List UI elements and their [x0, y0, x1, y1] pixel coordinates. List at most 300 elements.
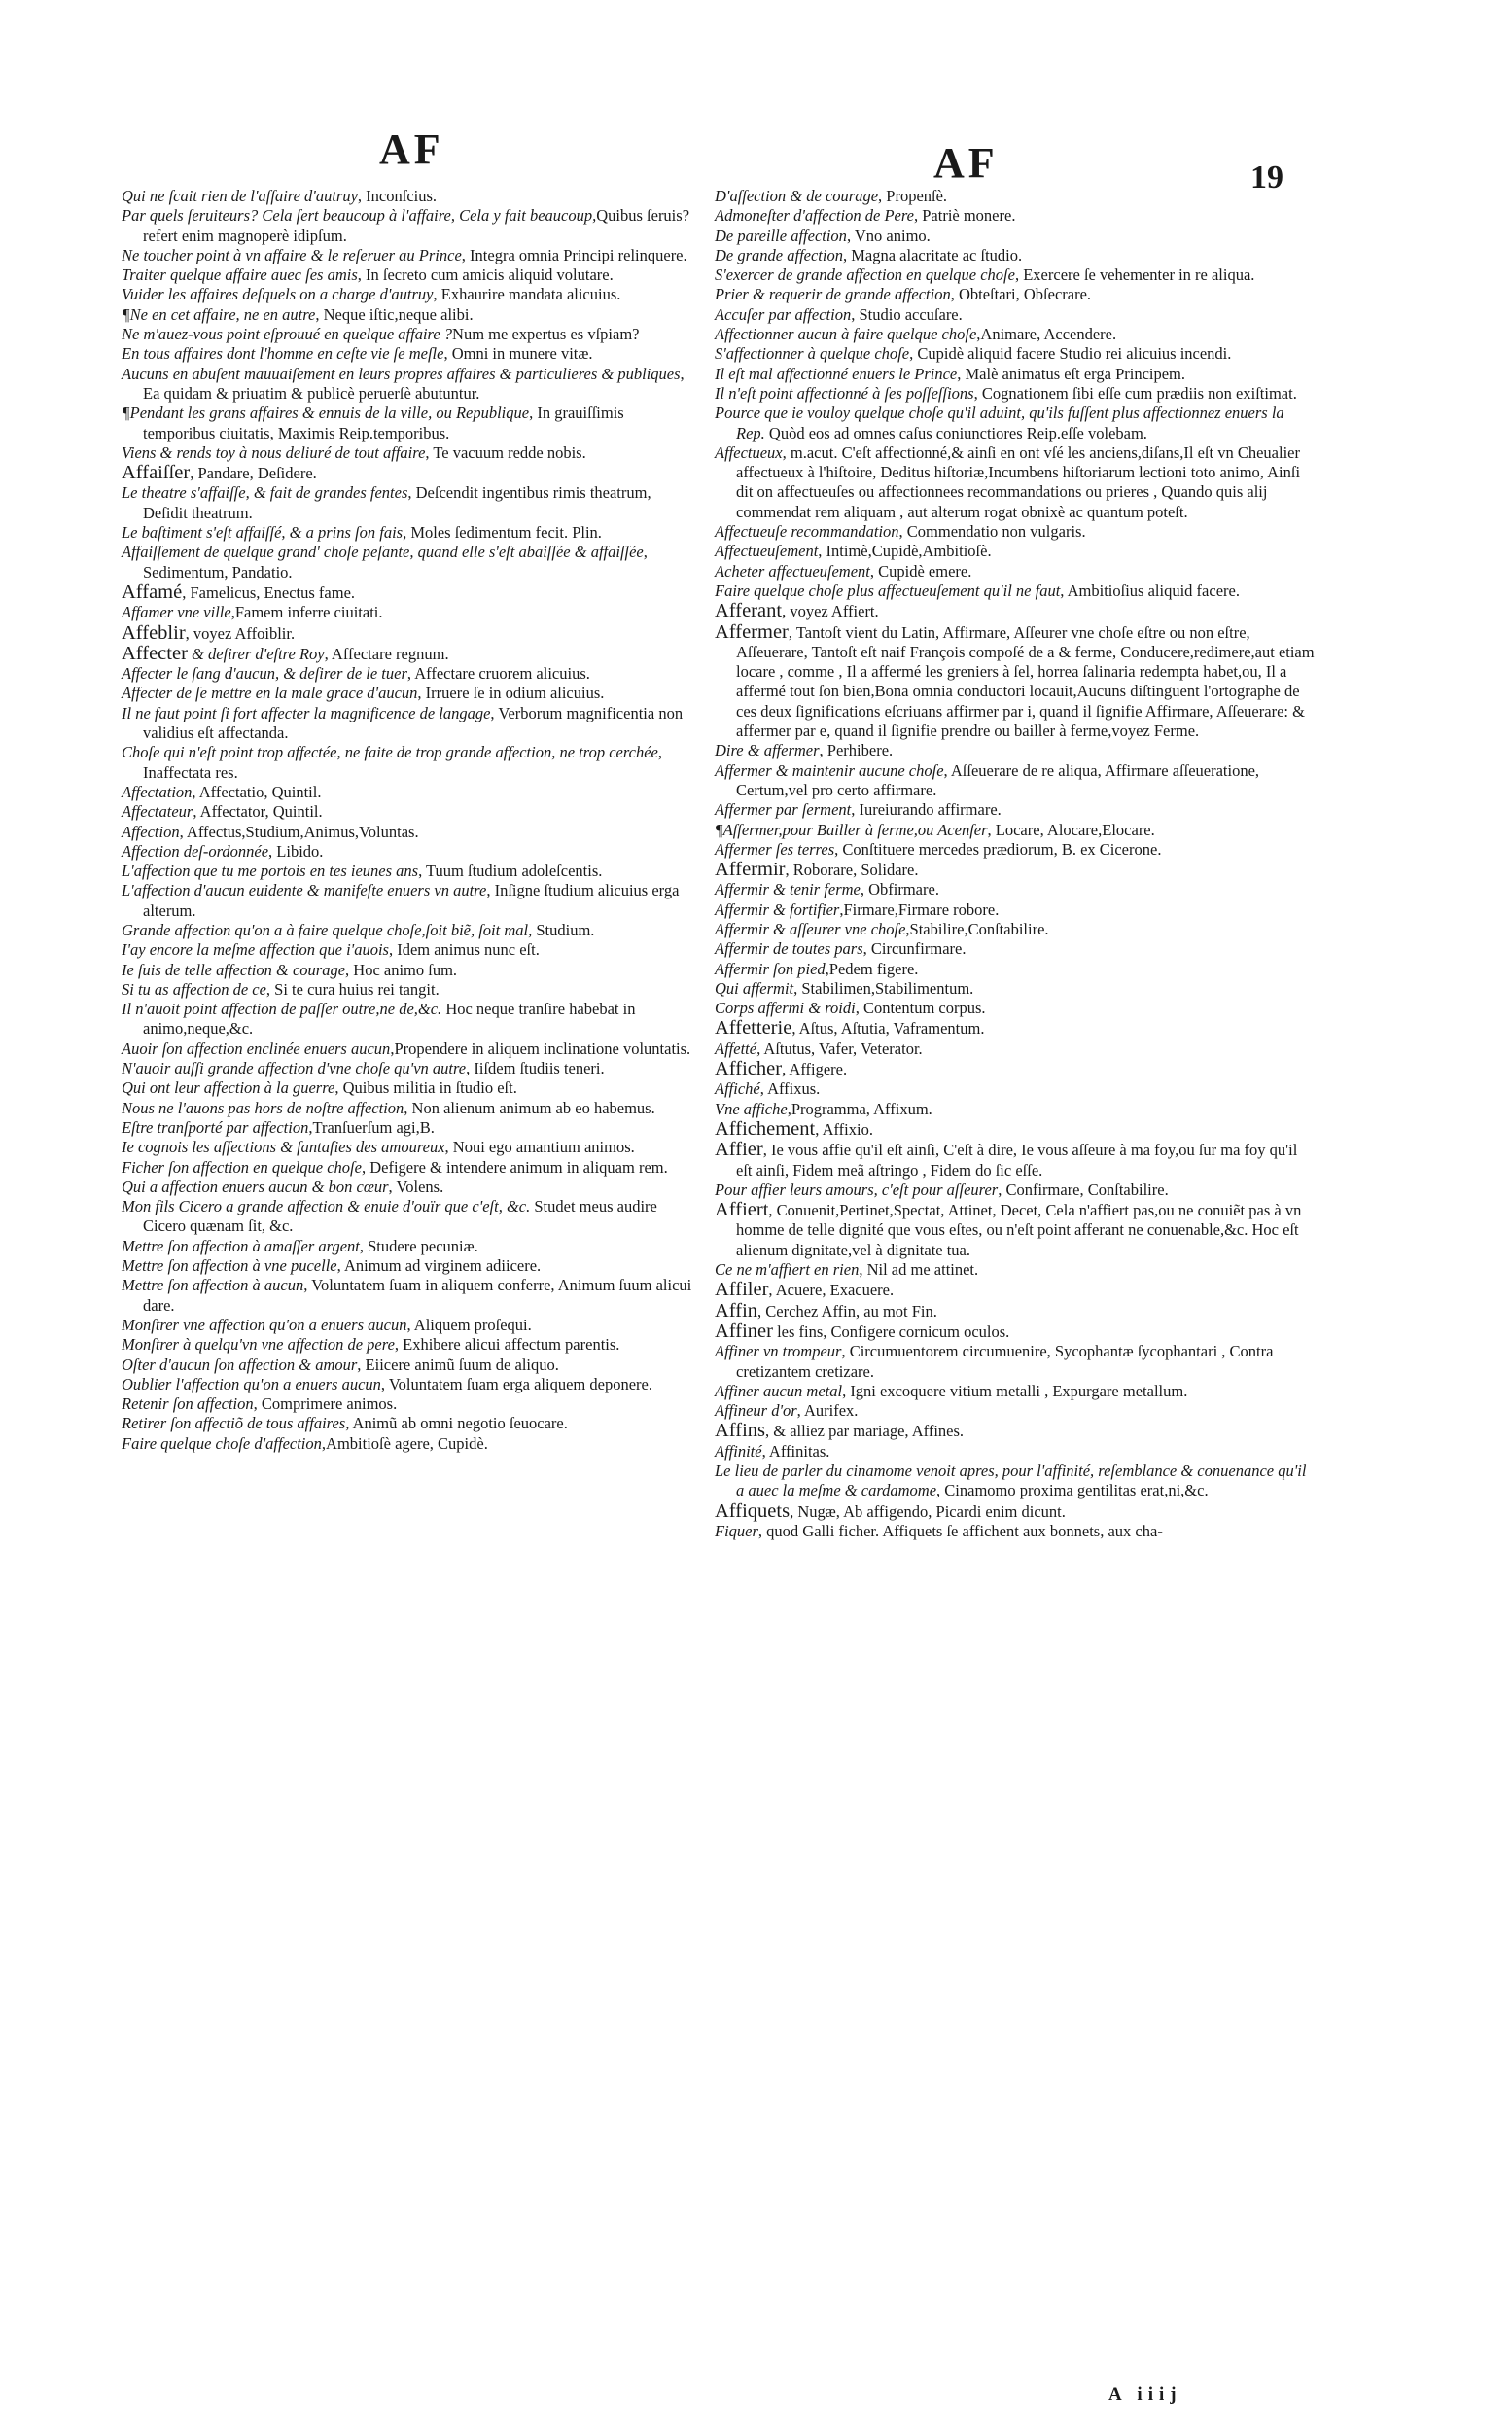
entry-french-phrase: Traiter quelque affaire auec ſes amis	[122, 265, 358, 285]
dictionary-entry	[715, 1059, 1316, 1079]
entry-latin-translation: , Libido.	[268, 841, 324, 861]
entry-french-phrase: Grande affection qu'on a à faire quelque choſe,ſoit biẽ, ſoit mal	[122, 920, 529, 939]
dictionary-entry	[715, 1342, 1316, 1382]
dictionary-entry	[715, 999, 1316, 1018]
dictionary-entry	[715, 187, 1316, 206]
entry-latin-translation: , Animũ ab omni negotio ſeuocare.	[345, 1414, 568, 1433]
entry-latin-translation: , Animum ad virginem adiicere.	[336, 1256, 542, 1276]
entry-french-phrase: Faire quelque choſe plus affectueuſement qu'il ne faut	[715, 581, 1061, 600]
entry-french-phrase: ¶Ne en cet affaire, ne en autre	[122, 304, 316, 324]
entry-french-phrase: S'affectionner à quelque choſe	[715, 344, 910, 364]
entry-latin-translation: , Obteſtari, Obſecrare.	[950, 285, 1092, 304]
dictionary-entry	[715, 880, 1316, 899]
dictionary-entry	[715, 384, 1316, 404]
dictionary-entry	[715, 1421, 1316, 1441]
dictionary-entry	[122, 344, 697, 364]
entry-french-phrase: L'affection que tu me portois en tes ieunes ans	[122, 862, 419, 881]
dictionary-entry	[715, 1119, 1316, 1140]
entry-french-phrase: Accuſer par affection	[715, 304, 852, 324]
entry-latin-translation: , Conſtituere mercedes prædiorum, B. ex Cicerone.	[834, 839, 1162, 859]
entry-french-phrase: Retenir ſon affection	[122, 1394, 254, 1414]
dictionary-entry	[715, 860, 1316, 880]
dictionary-entry	[122, 582, 697, 603]
entry-latin-translation: , Te vacuum redde nobis.	[425, 442, 586, 462]
entry-latin-translation: , Intimè,Cupidè,Ambitioſè.	[818, 542, 992, 561]
right-column	[715, 187, 1316, 1541]
dictionary-entry	[715, 365, 1316, 384]
entry-french-phrase: S'exercer de grande affection en quelque choſe	[715, 265, 1015, 285]
dictionary-entry	[715, 522, 1316, 542]
dictionary-entry	[122, 1276, 697, 1316]
dictionary-entry	[715, 979, 1316, 999]
entry-french-phrase: Monſtrer à quelqu'vn vne affection de pere	[122, 1335, 395, 1355]
dictionary-entry	[122, 1138, 697, 1157]
entry-french-phrase: Il n'auoit point affection de paſſer outre,ne de,&c.	[122, 1000, 442, 1019]
dictionary-entry	[715, 1462, 1316, 1501]
entry-latin-translation: , & alliez par mariage, Affines.	[765, 1422, 965, 1441]
entry-headword: Affin	[715, 1299, 758, 1321]
dictionary-entry	[122, 246, 697, 265]
entry-latin-translation: Hoc neque tranſire habebat in animo,neque,&c.	[143, 1000, 636, 1039]
dictionary-entry	[715, 265, 1316, 285]
entry-french-phrase: D'affection & de courage	[715, 187, 879, 205]
entry-headword: Affermer	[715, 620, 789, 643]
entry-french-phrase: ¶Pendant les grans affaires & ennuis de la ville, ou Republique	[122, 404, 530, 423]
dictionary-entry	[122, 1099, 697, 1118]
dictionary-entry	[715, 404, 1316, 443]
entry-french-phrase: Mon fils Cicero a grande affection & enuie d'ouïr que c'eſt, &c.	[122, 1197, 531, 1216]
entry-latin-translation: , Perhibere.	[819, 741, 894, 760]
dictionary-entry	[122, 862, 697, 881]
entry-french-phrase: Le baſtiment s'eſt affaiſſé, & a prins ſon fais	[122, 523, 404, 543]
entry-latin-translation: , Circumuentorem circumuenire, Sycophantæ ſycophantari , Contra cretizantem cretizare.	[736, 1342, 1274, 1381]
entry-latin-translation: Quibus ſeruis?refert enim magnoperè idipſum.	[143, 206, 690, 245]
right-running-header: AF	[933, 139, 999, 187]
entry-latin-translation: ,Famem inferre ciuitati.	[230, 603, 383, 622]
signature-mark: A iiij	[1108, 2384, 1182, 2405]
dictionary-entry	[122, 285, 697, 304]
entry-french-phrase: Eſtre tranſporté par affection	[122, 1117, 309, 1137]
dictionary-entry	[715, 1442, 1316, 1462]
entry-french-phrase: Affectueux	[715, 442, 783, 462]
entry-french-phrase: Nous ne l'auons pas hors de noſtre affection	[122, 1098, 404, 1117]
page-number: 19	[1250, 159, 1283, 195]
dictionary-entry	[715, 443, 1316, 522]
entry-french-phrase: Dire & affermer	[715, 741, 820, 760]
entry-french-phrase: Affermir de toutes pars	[715, 939, 863, 959]
dictionary-entry	[122, 1197, 697, 1237]
entry-latin-translation: , Integra omnia Principi relinquere.	[461, 245, 687, 264]
entry-latin-translation: , Studio accuſare.	[851, 304, 963, 324]
entry-french-phrase: I'ay encore la meſme affection que i'auois	[122, 940, 389, 960]
entry-headword: Affichement	[715, 1117, 816, 1140]
entry-french-phrase: Oublier l'affection qu'on a enuers aucun	[122, 1374, 381, 1393]
entry-headword: Affier	[715, 1139, 763, 1161]
entry-latin-translation: , Si te cura huius rei tangit.	[265, 979, 440, 999]
entry-french-phrase: Le theatre s'affaiſſe, & fait de grandes fentes	[122, 483, 408, 503]
entry-headword: Affaiſſer	[122, 462, 191, 484]
entry-latin-translation: , In ſecreto cum amicis aliquid volutare.	[357, 265, 614, 285]
entry-latin-translation: , Idem animus nunc eſt.	[388, 940, 540, 960]
entry-latin-translation: , voyez Affoiblir.	[185, 623, 296, 643]
entry-latin-translation: , Inconſcius.	[357, 187, 438, 205]
dictionary-entry	[715, 246, 1316, 265]
entry-french-phrase: Affermer par ſerment	[715, 800, 852, 820]
entry-latin-translation: , Cinamomo proxima gentilitas erat,ni,&c.	[936, 1481, 1209, 1500]
entry-latin-translation: , Affixus.	[759, 1079, 821, 1099]
entry-french-phrase: Vuider les affaires deſquels on a charge d'autruy	[122, 285, 434, 304]
entry-latin-translation: , Voluntatem ſuam erga aliquem deponere.	[380, 1374, 652, 1393]
entry-latin-translation: , Pandare, Deſidere.	[190, 464, 317, 483]
entry-french-phrase: Oſter d'aucun ſon affection & amour	[122, 1355, 358, 1374]
entry-latin-translation: , Famelicus, Enectus fame.	[182, 582, 356, 602]
entry-latin-translation: ,Pedem figere.	[825, 959, 919, 978]
entry-french-phrase: Le lieu de parler du cinamome venoit apres, pour l'affinité, reſemblance & conuenance qu'il a auec la meſme & cardamome	[715, 1462, 1307, 1500]
entry-french-phrase: & deſirer d'eſtre Roy	[187, 644, 325, 663]
entry-latin-translation: , Tantoſt vient du Latin, Affirmare, Aſſeurer vne choſe eſtre ou non eſtre, Aſſeuerare, Tantoſt eſt naif François compoſé de a & ferme, Conducere,redimere,aut etiam locare , comme , Il a affermé les greniers à ſel, horrea ſalinaria redempta habet,ou, Il a affermé tout ſon bien,Bona omnia conductori locauit,Aucuns diſtinguent l'ortographe de ces deux ſignifications eſcriuans affirmer par i, quand il ſignifie Affirmare, Aſſeuerare: & affermer par e, quand il ſignifie prendre ou bailler à ferme,voyez Ferme.	[736, 622, 1315, 741]
entry-latin-translation: , Circunfirmare.	[862, 939, 967, 959]
dictionary-entry	[715, 1079, 1316, 1099]
dictionary-entry	[122, 305, 697, 325]
entry-latin-translation: , Ie vous affie qu'il eſt ainſi, C'eſt à dire, Ie vous aſſeure à ma foy,ou ſur ma foy qu'il eſt ainſi, Fidem meã aſtringo , Fidem do ſic eſſe.	[736, 1141, 1298, 1180]
dictionary-entry	[122, 1118, 697, 1138]
dictionary-entry	[715, 1501, 1316, 1522]
entry-french-phrase: De pareille affection	[715, 226, 847, 245]
dictionary-entry	[122, 1158, 697, 1178]
entry-latin-translation: , Ambitioſius aliquid facere.	[1060, 581, 1240, 600]
entry-french-phrase: Affectateur	[122, 802, 193, 822]
entry-latin-translation: , Defigere & intendere animum in aliquam rem.	[361, 1157, 668, 1177]
left-column	[122, 187, 697, 1454]
entry-french-phrase: Affectueuſement	[715, 542, 819, 561]
dictionary-entry	[715, 1180, 1316, 1200]
entry-french-phrase: L'affection d'aucun euidente & manifeſte enuers vn autre	[122, 881, 487, 900]
entry-french-phrase: Affamer vne ville	[122, 603, 231, 622]
dictionary-entry	[122, 623, 697, 644]
entry-latin-translation: , Cupidè emere.	[869, 561, 972, 581]
entry-headword: Afficher	[715, 1058, 783, 1080]
entry-french-phrase: Qui a affection enuers aucun & bon cœur	[122, 1177, 389, 1196]
entry-latin-translation: , Eiicere animũ ſuum de aliquo.	[357, 1355, 559, 1374]
dictionary-entry	[122, 187, 697, 206]
entry-french-phrase: Affection	[122, 822, 180, 841]
entry-latin-translation: , Non alienum animum ab eo habemus.	[404, 1098, 655, 1117]
dictionary-entry	[715, 840, 1316, 860]
entry-latin-translation: Quòd eos ad omnes caſus coniunctiores Reip.eſſe volebam.	[764, 423, 1147, 442]
entry-latin-translation: , Deſcendit ingentibus rimis theatrum, Deſidit theatrum.	[143, 483, 651, 522]
dictionary-entry	[715, 741, 1316, 760]
dictionary-entry	[715, 1018, 1316, 1039]
entry-french-phrase: Il eſt mal affectionné enuers le Prince	[715, 364, 958, 383]
entry-headword: Afferant	[715, 600, 783, 622]
entry-latin-translation: , Exercere ſe vehementer in re aliqua.	[1014, 265, 1255, 285]
dictionary-entry	[122, 743, 697, 783]
dictionary-entry	[715, 562, 1316, 581]
entry-french-phrase: Fiquer	[715, 1521, 758, 1540]
dictionary-entry	[122, 443, 697, 463]
entry-latin-translation: , Aliquem proſequi.	[406, 1315, 532, 1334]
entry-latin-translation: , Noui ego amantium animos.	[444, 1138, 635, 1157]
dictionary-entry	[122, 1078, 697, 1098]
entry-latin-translation: ,Programma, Affixum.	[787, 1099, 932, 1118]
entry-latin-translation: , Inſigne ſtudium alicuius erga alterum.	[143, 881, 680, 920]
dictionary-entry	[122, 1434, 697, 1454]
entry-latin-translation: , Nil ad me attinet.	[859, 1260, 979, 1280]
entry-latin-translation: , Verborum magnificentia non validius eſt affectanda.	[143, 703, 684, 743]
entry-latin-translation: , Iureiurando affirmare.	[851, 800, 1002, 820]
dictionary-entry	[715, 305, 1316, 325]
dictionary-entry	[122, 1059, 697, 1078]
entry-latin-translation: , Malè animatus eſt erga Principem.	[957, 364, 1186, 383]
entry-latin-translation: , Contentum corpus.	[855, 999, 986, 1018]
dictionary-entry	[122, 881, 697, 921]
entry-latin-translation: , Comprimere animos.	[253, 1394, 398, 1414]
entry-french-phrase: Auoir ſon affection enclinée enuers aucun	[122, 1039, 391, 1058]
entry-french-phrase: Faire quelque choſe d'affection	[122, 1433, 322, 1453]
entry-latin-translation: , Aſſeuerare de re aliqua, Affirmare aſſeueratione, Certum,vel pro certo affirmare.	[736, 760, 1260, 799]
entry-latin-translation: , Iiſdem ſtudiis teneri.	[466, 1059, 605, 1078]
dictionary-entry	[715, 1522, 1316, 1541]
dictionary-entry	[122, 1178, 697, 1197]
entry-french-phrase: Affineur d'or	[715, 1401, 797, 1421]
entry-latin-translation: , Acuere, Exacuere.	[768, 1281, 895, 1300]
entry-latin-translation: , quod Galli ficher. Affiquets ſe affichent aux bonnets, aux cha-	[757, 1521, 1163, 1540]
dictionary-entry	[122, 644, 697, 664]
dictionary-entry	[122, 365, 697, 405]
dictionary-entry	[122, 664, 697, 684]
entry-latin-translation: , Aurifex.	[796, 1401, 859, 1421]
entry-french-phrase: Retirer ſon affectiõ de tous affaires	[122, 1414, 346, 1433]
entry-latin-translation: , Affinitas.	[761, 1441, 830, 1461]
entry-latin-translation: , Hoc animo ſum.	[345, 960, 458, 979]
entry-latin-translation: , Irruere ſe in odium alicuius.	[417, 684, 605, 703]
entry-latin-translation: , Omni in munere vitæ.	[443, 344, 593, 364]
entry-latin-translation: , Moles ſedimentum fecit. Plin.	[403, 523, 602, 543]
dictionary-entry	[715, 1382, 1316, 1401]
entry-french-phrase: Ie ſuis de telle affection & courage	[122, 960, 346, 979]
entry-french-phrase: Vne affiche	[715, 1099, 788, 1118]
entry-latin-translation: , Ea quidam & priuatim & publicè peruerſè abutuntur.	[143, 364, 685, 403]
entry-latin-translation: , Magna alacritate ac ſtudio.	[842, 245, 1023, 264]
entry-french-phrase: Affectionner aucun à faire quelque choſe	[715, 325, 977, 344]
entry-latin-translation: , Affixio.	[815, 1119, 873, 1139]
entry-french-phrase: Affermer & maintenir aucune choſe	[715, 760, 944, 780]
entry-french-phrase: Affectueuſe recommandation	[715, 522, 899, 542]
dictionary-entry	[715, 900, 1316, 920]
dictionary-entry	[122, 783, 697, 802]
entry-headword: Affiquets	[715, 1499, 791, 1522]
entry-french-phrase: Affiner aucun metal	[715, 1381, 843, 1400]
dictionary-entry	[715, 1301, 1316, 1321]
entry-french-phrase: Affetté	[715, 1039, 757, 1058]
entry-latin-translation: , Cognationem ſibi eſſe cum prædiis non exiſtimat.	[973, 383, 1297, 403]
dictionary-entry	[122, 1256, 697, 1276]
entry-latin-translation: , Affectator, Quintil.	[193, 802, 323, 822]
entry-french-phrase: Monſtrer vne affection qu'on a enuers aucun	[122, 1315, 407, 1334]
dictionary-entry	[122, 823, 697, 842]
entry-latin-translation: , Roborare, Solidare.	[785, 861, 919, 880]
entry-latin-translation: , Cupidè aliquid facere Studio rei alicuius incendi.	[909, 344, 1232, 364]
entry-latin-translation: , Exhaurire mandata alicuius.	[433, 285, 621, 304]
dictionary-entry	[122, 265, 697, 285]
entry-latin-translation: , Affectare regnum.	[324, 644, 449, 663]
dictionary-entry	[122, 1356, 697, 1375]
entry-french-phrase: Choſe qui n'eſt point trop affectée, ne faite de trop grande affection, ne trop cerchée	[122, 743, 658, 762]
entry-french-phrase: Pource que ie vouloy quelque choſe qu'il aduint, qu'ils fuſſent plus affectionnez enuers la Rep.	[715, 404, 1284, 442]
entry-french-phrase: Qui ne ſcait rien de l'affaire d'autruy	[122, 187, 358, 205]
entry-french-phrase: Ne toucher point à vn affaire & le reſeruer au Prince	[122, 245, 462, 264]
entry-headword: Affamé	[122, 581, 183, 603]
entry-french-phrase: Affaiſſement de quelque grand' choſe peſante, quand elle s'eſt abaiſſée & affaiſſée	[122, 543, 644, 562]
dictionary-entry	[715, 542, 1316, 561]
entry-french-phrase: Qui ont leur affection à la guerre	[122, 1078, 335, 1098]
entry-latin-translation: , Affectatio, Quintil.	[192, 782, 322, 801]
dictionary-entry	[715, 1100, 1316, 1119]
dictionary-entry	[715, 920, 1316, 939]
entry-headword: Affiner	[715, 1320, 773, 1342]
entry-french-phrase: Ce ne m'affiert en rien	[715, 1260, 860, 1280]
entry-french-phrase: Si tu as affection de ce	[122, 979, 266, 999]
dictionary-entry	[122, 940, 697, 960]
entry-french-phrase: Corps affermi & roidi	[715, 999, 856, 1018]
dictionary-entry	[122, 1414, 697, 1433]
entry-latin-translation: , Aſtus, Aſtutia, Vaframentum.	[791, 1019, 985, 1039]
entry-french-phrase: Par quels ſeruiteurs? Cela ſert beaucoup à l'affaire, Cela y fait beaucoup,	[122, 206, 597, 226]
entry-french-phrase: En tous affaires dont l'homme en ceſte vie ſe meſle	[122, 344, 444, 364]
entry-french-phrase: Affinité	[715, 1441, 762, 1461]
entry-latin-translation: , Affigere.	[782, 1060, 848, 1079]
entry-latin-translation: , Affectare cruorem alicuius.	[406, 664, 590, 684]
entry-latin-translation: ,Firmare,Firmare robore.	[839, 899, 1000, 919]
entry-latin-translation: , Exhibere alicui affectum parentis.	[394, 1335, 620, 1355]
entry-french-phrase: Pour affier leurs amours, c'eſt pour aſſeurer	[715, 1180, 999, 1199]
entry-latin-translation: Num me expertus es vſpiam?	[452, 325, 640, 344]
entry-french-phrase: Mettre ſon affection à amaſſer argent	[122, 1236, 360, 1255]
entry-latin-translation: ,Propendere in aliquem inclinatione voluntatis.	[390, 1039, 691, 1058]
entry-french-phrase: Acheter affectueuſement	[715, 561, 870, 581]
entry-french-phrase: Affiché	[715, 1079, 760, 1099]
entry-french-phrase: Affermir & fortifier	[715, 899, 840, 919]
entry-latin-translation: , Sedimentum, Pandatio.	[143, 543, 648, 581]
entry-french-phrase: Affecter le ſang d'aucun, & deſirer de le tuer	[122, 664, 407, 684]
entry-latin-translation: , Conuenit,Pertinet,Spectat, Attinet, Decet, Cela n'affiert pas,ou ne conuiẽt pas à vn homme de telle dignité que vous eſtes, ou n'eſt point afferant ne conuenable,&c. Hoc eſt alienum dignitate,vel à dignitate tua.	[736, 1201, 1302, 1259]
left-running-header: AF	[379, 125, 444, 173]
entry-french-phrase: Admoneſter d'affection de Pere	[715, 206, 914, 226]
entry-latin-translation: , Vno animo.	[846, 226, 931, 245]
dictionary-entry	[122, 961, 697, 980]
dictionary-entry	[122, 704, 697, 744]
dictionary-entry	[715, 285, 1316, 304]
dictionary-entry	[122, 603, 697, 622]
dictionary-entry	[122, 980, 697, 1000]
entry-french-phrase: Affecter de ſe mettre en la male grace d'aucun	[122, 684, 418, 703]
dictionary-entry	[122, 1375, 697, 1394]
entry-latin-translation: , Locare, Alocare,Elocare.	[987, 820, 1155, 839]
dictionary-entry	[715, 622, 1316, 742]
dictionary-entry	[715, 1039, 1316, 1059]
dictionary-entry	[122, 921, 697, 940]
dictionary-entry	[122, 684, 697, 703]
entry-french-phrase: Affermir ſon pied	[715, 959, 826, 978]
entry-latin-translation: ,Tranſuerſum agi,B.	[308, 1117, 435, 1137]
entry-latin-translation: , Nugæ, Ab affigendo, Picardi enim dicunt.	[790, 1501, 1066, 1521]
entry-french-phrase: Il ne faut point ſi fort affecter la magnificence de langage	[122, 703, 491, 722]
dictionary-entry	[122, 1237, 697, 1256]
entry-french-phrase: De grande affection	[715, 245, 843, 264]
entry-headword: Affiert	[715, 1199, 769, 1221]
dictionary-entry	[122, 802, 697, 822]
entry-french-phrase: Aucuns en abuſent mauuaiſement en leurs propres affaires & particulieres & publiques	[122, 364, 681, 383]
entry-french-phrase: Affermer ſes terres	[715, 839, 835, 859]
dictionary-entry	[715, 761, 1316, 801]
entry-french-phrase: Prier & requerir de grande affection	[715, 285, 951, 304]
entry-latin-translation: , Affectus,Studium,Animus,Voluntas.	[179, 822, 419, 841]
entry-latin-translation: , Patriè monere.	[913, 206, 1016, 226]
dictionary-entry	[122, 325, 697, 344]
entry-french-phrase: Il n'eſt point affectionné à ſes poſſeſſions	[715, 383, 974, 403]
entry-latin-translation: , Studium.	[528, 920, 595, 939]
entry-headword: Affeblir	[122, 621, 186, 644]
dictionary-entry	[122, 404, 697, 443]
entry-latin-translation: , Quibus militia in ſtudio eſt.	[334, 1078, 517, 1098]
dictionary-entry	[122, 1039, 697, 1059]
entry-latin-translation: , Inaffectata res.	[143, 743, 662, 782]
entry-latin-translation: , m.acut. C'eſt affectionné,& ainſi en ont vſé les anciens,diſans,Il eſt vn Cheualier affectueux à l'hiſtoire, Deditus hiſtoriæ,Incumbens hiſtoriarum lectioni toto animo, Ainſi dit on affectueuſes ou affectionnees recommandations ou prieres , Quando quis alij commendat rem aliquam , aut alterum rogat obnixè ac quantum poteſt.	[736, 442, 1301, 521]
dictionary-entry	[715, 601, 1316, 621]
dictionary-entry	[122, 543, 697, 582]
dictionary-entry	[122, 842, 697, 862]
entry-headword: Affetterie	[715, 1017, 792, 1039]
entry-latin-translation: ,Ambitioſè agere, Cupidè.	[321, 1433, 488, 1453]
entry-french-phrase: Affiner vn trompeur	[715, 1342, 842, 1361]
entry-french-phrase: Viens & rends toy à nous deliuré de tout affaire	[122, 442, 426, 462]
dictionary-entry	[715, 1140, 1316, 1180]
entry-latin-translation: , voyez Affiert.	[782, 602, 879, 621]
dictionary-entry	[122, 1000, 697, 1039]
entry-headword: Affins	[715, 1420, 766, 1442]
entry-french-phrase: Mettre ſon affection à vne pucelle	[122, 1256, 337, 1276]
dictionary-entry	[715, 1280, 1316, 1300]
entry-french-phrase: Mettre ſon affection à aucun	[122, 1276, 304, 1295]
entry-latin-translation: ,Animare, Accendere.	[976, 325, 1117, 344]
entry-latin-translation: , Voluntatem ſuam in aliquem conferre, Animum ſuum alicui dare.	[143, 1276, 692, 1315]
entry-latin-translation: ,Stabilire,Conſtabilire.	[905, 919, 1049, 938]
entry-french-phrase: Affection deſ-ordonnée	[122, 841, 269, 861]
dictionary-entry	[122, 1335, 697, 1355]
dictionary-entry	[715, 800, 1316, 820]
entry-latin-translation: , Igni excoquere vitium metalli , Expurgare metallum.	[842, 1381, 1188, 1400]
entry-latin-translation: les fins, Configere cornicum oculos.	[772, 1321, 1010, 1341]
entry-latin-translation: , In grauiſſimis temporibus ciuitatis, Maximis Reip.temporibus.	[143, 404, 624, 442]
dictionary-entry	[122, 1394, 697, 1414]
entry-french-phrase: Ficher ſon affection en quelque choſe	[122, 1157, 362, 1177]
entry-latin-translation: , Confirmare, Conſtabilire.	[998, 1180, 1169, 1199]
dictionary-entry	[122, 523, 697, 543]
entry-headword: Affermir	[715, 859, 786, 881]
dictionary-entry	[715, 960, 1316, 979]
entry-latin-translation: , Volens.	[388, 1177, 444, 1196]
dictionary-entry	[122, 483, 697, 523]
entry-latin-translation: , Neque iſtic,neque alibi.	[315, 304, 474, 324]
entry-headword: Affecter	[122, 642, 188, 664]
dictionary-entry	[715, 325, 1316, 344]
entry-french-phrase: Affermir & aſſeurer vne choſe	[715, 919, 906, 938]
entry-latin-translation: , Commendatio non vulgaris.	[898, 522, 1086, 542]
entry-latin-translation: , Studere pecuniæ.	[359, 1236, 478, 1255]
entry-french-phrase: ¶Affermer,pour Bailler à ferme,ou Acenſer	[715, 820, 988, 839]
entry-latin-translation: , Tuum ſtudium adoleſcentis.	[418, 862, 603, 881]
dictionary-entry	[715, 227, 1316, 246]
